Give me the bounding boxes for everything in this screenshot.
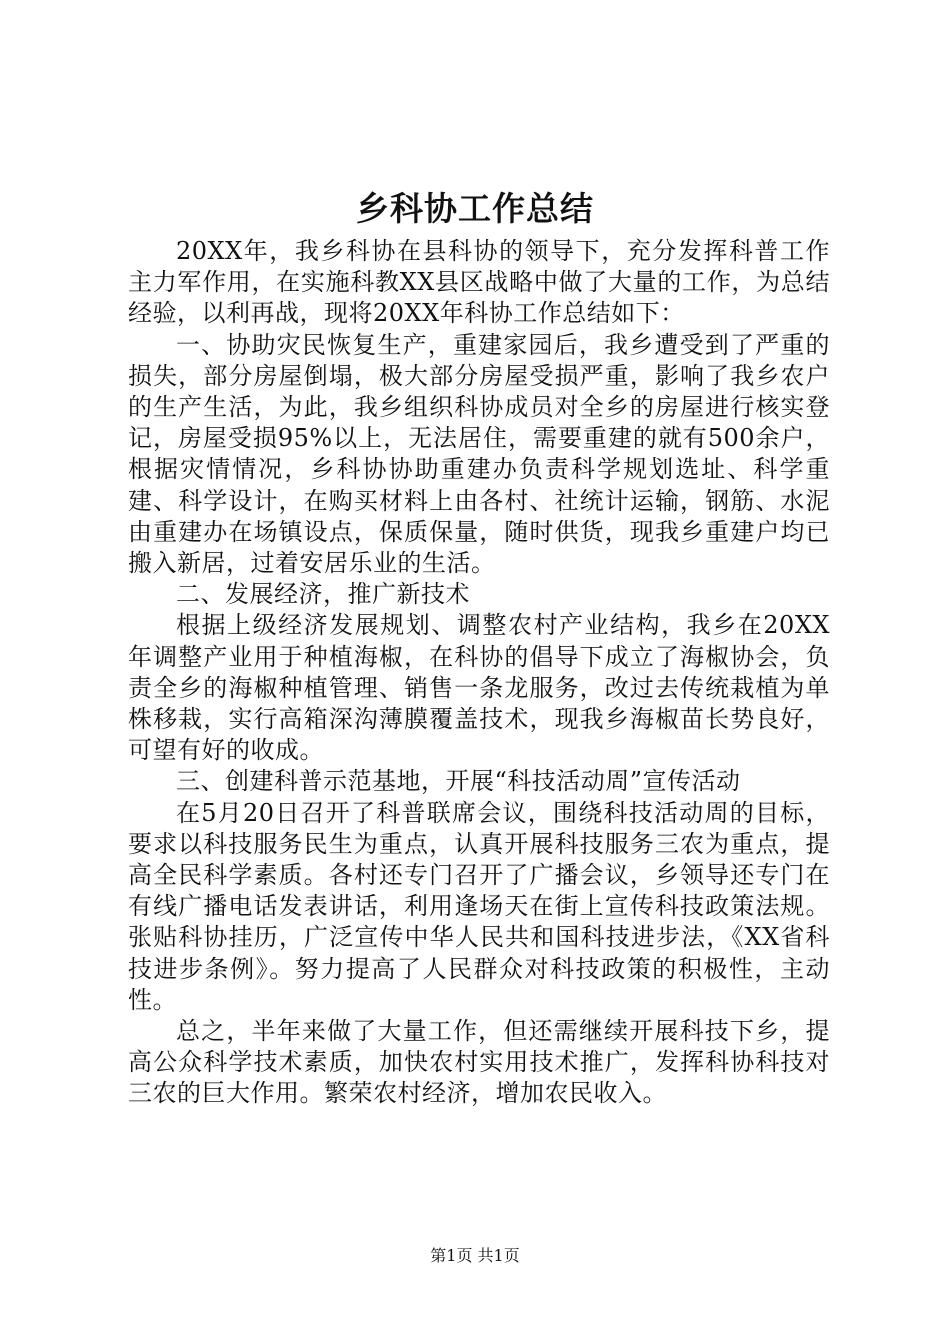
document-body <box>128 236 830 1110</box>
document-title: 乡科协工作总结 <box>356 189 594 228</box>
paragraph-section-2: 根据上级经济发展规划、调整农村产业结构，我乡在20XX年调整产业用于种植海椒，在科协的倡导下成立了海椒协会，负责全乡的海椒种植管理、销售一条龙服务，改过去传统栽植为单株移栽，实行高箱深沟薄膜覆盖技术，现我乡海椒苗长势良好，可望有好的收成。 <box>128 611 830 765</box>
heading-section-2: 二、发展经济，推广新技术 <box>176 580 470 609</box>
page-footer: 第1页 共1页 <box>430 1246 520 1265</box>
paragraph-intro: 20XX年，我乡科协在县科协的领导下，充分发挥科普工作主力军作用，在实施科教XX县区战略中做了大量的工作，为总结经验，以利再战，现将20XX年科协工作总结如下： <box>128 237 830 328</box>
paragraph-section-3: 在5月20日召开了科普联席会议，围绕科技活动周的目标，要求以科技服务民生为重点，认真开展科技服务三农为重点，提高全民科学素质。各村还专门召开了广播会议，乡领导还专门在有线广播电话发表讲话，利用逢场天在街上宣传科技政策法规。张贴科协挂历，广泛宣传中华人民共和国科技进步法，《XX省科技进步条例》。努力提高了人民群众对科技政策的积极性，主动性。 <box>128 798 830 1014</box>
paragraph-section-1: 一、协助灾民恢复生产，重建家园后，我乡遭受到了严重的损失，部分房屋倒塌，极大部分房屋受损严重，影响了我乡农户的生产生活，为此，我乡组织科协成员对全乡的房屋进行核实登记，房屋受损95%以上，无法居住，需要重建的就有500余户，根据灾情情况，乡科协协助重建办负责科学规划选址、科学重建、科学设计，在购买材料上由各村、社统计运输，钢筋、水泥由重建办在场镇设点，保质保量，随时供货，现我乡重建户均已搬入新居，过着安居乐业的生活。 <box>128 330 830 578</box>
paragraph-conclusion: 总之，半年来做了大量工作，但还需继续开展科技下乡，提高公众科学技术素质，加快农村实用技术推广，发挥科协科技对三农的巨大作用。繁荣农村经济，增加农民收入。 <box>128 1017 830 1108</box>
heading-section-3: 三、创建科普示范基地，开展“科技活动周”宣传活动 <box>176 767 741 796</box>
